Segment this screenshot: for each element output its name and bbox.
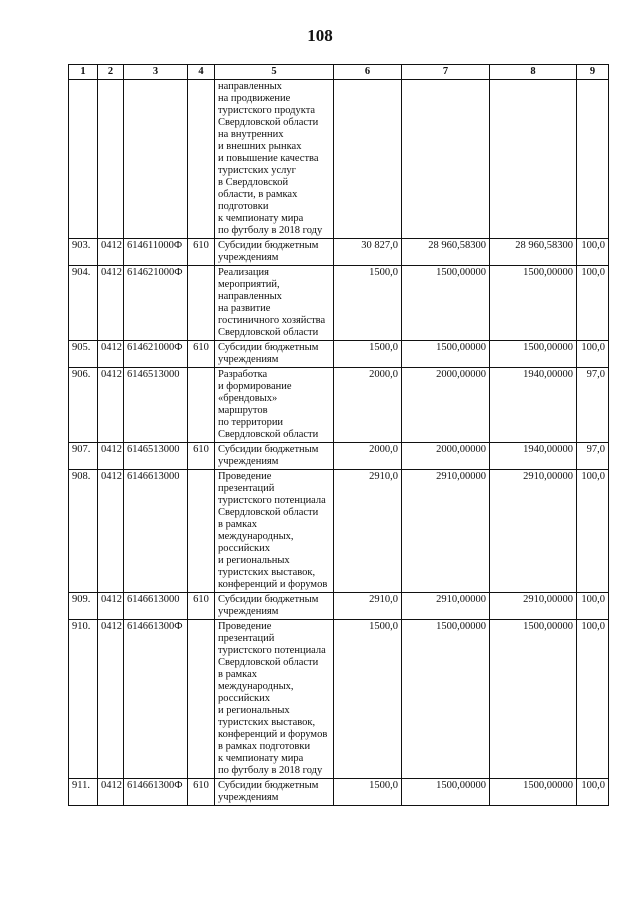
cell-row10-col5: Субсидии бюджетным учреждениям [215, 779, 334, 806]
cell-row6-col6: 2000,0 [334, 443, 402, 470]
header-col-4: 4 [188, 65, 215, 80]
cell-row1-col6 [334, 80, 402, 239]
cell-row8-col5: Субсидии бюджетным учреждениям [215, 593, 334, 620]
cell-row9-col5: Проведение презентаций туристского потенциала Свердловской области в рамках международных, российских и региональных туристских выставок, конференций и форумов в рамках подготовки к чемпионату мира по футболу в 2018 году [215, 620, 334, 779]
cell-row1-col2 [98, 80, 124, 239]
cell-row8-col8: 2910,00000 [490, 593, 577, 620]
cell-row9-col7: 1500,00000 [402, 620, 490, 779]
cell-row3-col6: 1500,0 [334, 266, 402, 341]
cell-row8-col6: 2910,0 [334, 593, 402, 620]
cell-row6-col5: Субсидии бюджетным учреждениям [215, 443, 334, 470]
cell-row4-col3: 614621000Ф [124, 341, 188, 368]
cell-row10-col2: 0412 [98, 779, 124, 806]
cell-row7-col2: 0412 [98, 470, 124, 593]
cell-row7-col1: 908. [69, 470, 98, 593]
cell-row4-col4: 610 [188, 341, 215, 368]
cell-row7-col7: 2910,00000 [402, 470, 490, 593]
page-number: 108 [307, 26, 333, 45]
cell-row4-col6: 1500,0 [334, 341, 402, 368]
cell-row1-col3 [124, 80, 188, 239]
cell-row6-col4: 610 [188, 443, 215, 470]
cell-row2-col8: 28 960,58300 [490, 239, 577, 266]
cell-row10-col6: 1500,0 [334, 779, 402, 806]
cell-row4-col8: 1500,00000 [490, 341, 577, 368]
cell-row8-col4: 610 [188, 593, 215, 620]
cell-row6-col7: 2000,00000 [402, 443, 490, 470]
cell-row10-col8: 1500,00000 [490, 779, 577, 806]
cell-row5-col6: 2000,0 [334, 368, 402, 443]
cell-row6-col2: 0412 [98, 443, 124, 470]
cell-row5-col8: 1940,00000 [490, 368, 577, 443]
cell-row9-col8: 1500,00000 [490, 620, 577, 779]
cell-row5-col9: 97,0 [577, 368, 609, 443]
cell-row10-col9: 100,0 [577, 779, 609, 806]
cell-row9-col6: 1500,0 [334, 620, 402, 779]
cell-row7-col3: 6146613000 [124, 470, 188, 593]
cell-row4-col5: Субсидии бюджетным учреждениям [215, 341, 334, 368]
header-col-1: 1 [69, 65, 98, 80]
cell-row7-col6: 2910,0 [334, 470, 402, 593]
table-row [69, 470, 609, 593]
cell-row1-col5: направленных на продвижение туристского продукта Свердловской области на внутренних и внешних рынках и повышение качества туристских услуг в Свердловской области, в рамках подготовки к чемпионату мира по футболу в 2018 году [215, 80, 334, 239]
cell-row3-col2: 0412 [98, 266, 124, 341]
cell-row10-col4: 610 [188, 779, 215, 806]
table-row [69, 620, 609, 779]
cell-row9-col1: 910. [69, 620, 98, 779]
table-row [69, 779, 609, 806]
cell-row3-col9: 100,0 [577, 266, 609, 341]
cell-row8-col2: 0412 [98, 593, 124, 620]
cell-row1-col1 [69, 80, 98, 239]
cell-row3-col8: 1500,00000 [490, 266, 577, 341]
cell-row1-col7 [402, 80, 490, 239]
cell-row2-col3: 614611000Ф [124, 239, 188, 266]
table-header [69, 65, 609, 80]
cell-row2-col6: 30 827,0 [334, 239, 402, 266]
header-row [69, 65, 609, 80]
cell-row3-col4 [188, 266, 215, 341]
cell-row8-col7: 2910,00000 [402, 593, 490, 620]
cell-row9-col4 [188, 620, 215, 779]
header-col-3: 3 [124, 65, 188, 80]
header-col-5: 5 [215, 65, 334, 80]
table-row [69, 368, 609, 443]
cell-row10-col1: 911. [69, 779, 98, 806]
cell-row2-col2: 0412 [98, 239, 124, 266]
cell-row2-col5: Субсидии бюджетным учреждениям [215, 239, 334, 266]
header-col-2: 2 [98, 65, 124, 80]
cell-row5-col7: 2000,00000 [402, 368, 490, 443]
header-col-8: 8 [490, 65, 577, 80]
cell-row3-col1: 904. [69, 266, 98, 341]
cell-row6-col1: 907. [69, 443, 98, 470]
cell-row4-col7: 1500,00000 [402, 341, 490, 368]
table-body [69, 80, 609, 806]
cell-row1-col9 [577, 80, 609, 239]
cell-row5-col4 [188, 368, 215, 443]
cell-row5-col1: 906. [69, 368, 98, 443]
table-row [69, 593, 609, 620]
cell-row4-col1: 905. [69, 341, 98, 368]
cell-row6-col9: 97,0 [577, 443, 609, 470]
cell-row4-col2: 0412 [98, 341, 124, 368]
cell-row2-col9: 100,0 [577, 239, 609, 266]
cell-row8-col3: 6146613000 [124, 593, 188, 620]
cell-row9-col2: 0412 [98, 620, 124, 779]
table-row [69, 80, 609, 239]
cell-row4-col9: 100,0 [577, 341, 609, 368]
cell-row10-col3: 614661300Ф [124, 779, 188, 806]
cell-row2-col1: 903. [69, 239, 98, 266]
header-col-6: 6 [334, 65, 402, 80]
cell-row2-col4: 610 [188, 239, 215, 266]
cell-row1-col4 [188, 80, 215, 239]
cell-row7-col4 [188, 470, 215, 593]
cell-row10-col7: 1500,00000 [402, 779, 490, 806]
cell-row7-col8: 2910,00000 [490, 470, 577, 593]
header-col-7: 7 [402, 65, 490, 80]
cell-row7-col5: Проведение презентаций туристского потенциала Свердловской области в рамках международных, российских и региональных туристских выставок, конференций и форумов [215, 470, 334, 593]
cell-row7-col9: 100,0 [577, 470, 609, 593]
header-col-9: 9 [577, 65, 609, 80]
cell-row9-col9: 100,0 [577, 620, 609, 779]
table-row [69, 443, 609, 470]
cell-row9-col3: 614661300Ф [124, 620, 188, 779]
cell-row2-col7: 28 960,58300 [402, 239, 490, 266]
cell-row8-col9: 100,0 [577, 593, 609, 620]
cell-row5-col2: 0412 [98, 368, 124, 443]
budget-table [68, 64, 609, 806]
table-row [69, 341, 609, 368]
cell-row6-col8: 1940,00000 [490, 443, 577, 470]
table-row [69, 266, 609, 341]
cell-row3-col7: 1500,00000 [402, 266, 490, 341]
cell-row1-col8 [490, 80, 577, 239]
table-row [69, 239, 609, 266]
cell-row3-col5: Реализация мероприятий, направленных на развитие гостиничного хозяйства Свердловской области [215, 266, 334, 341]
cell-row3-col3: 614621000Ф [124, 266, 188, 341]
cell-row8-col1: 909. [69, 593, 98, 620]
cell-row6-col3: 6146513000 [124, 443, 188, 470]
cell-row5-col3: 6146513000 [124, 368, 188, 443]
cell-row5-col5: Разработка и формирование «брендовых» маршрутов по территории Свердловской области [215, 368, 334, 443]
